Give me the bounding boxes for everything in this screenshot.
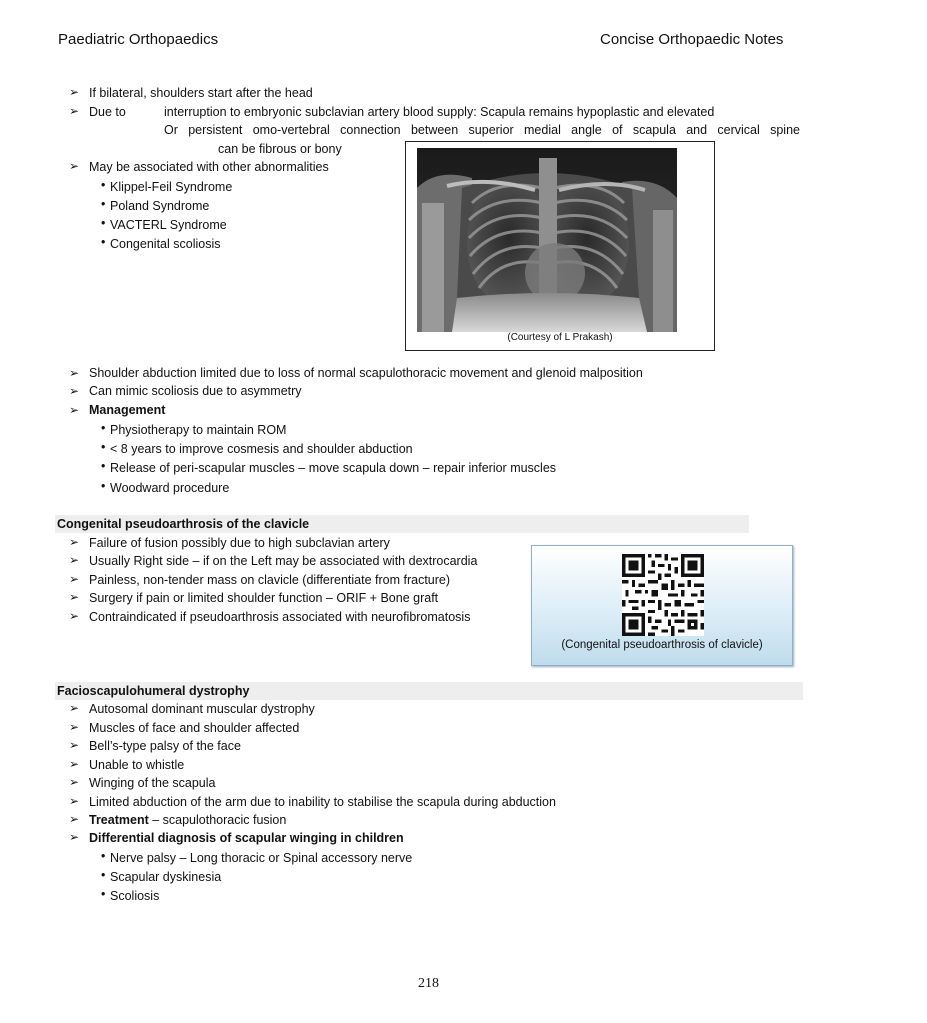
differential-item: Scapular dyskinesia (110, 870, 222, 884)
dot-bullet-icon: • (101, 849, 106, 863)
arrow-bullet-icon: ➢ (69, 830, 80, 844)
arrow-bullet-icon: ➢ (69, 757, 80, 771)
due-to-label: Due to (89, 105, 126, 119)
arrow-bullet-icon: ➢ (69, 812, 80, 826)
fsh-item: Bell’s-type palsy of the face (89, 739, 241, 753)
fsh-item: Limited abduction of the arm due to inability to stabilise the scapula during abduction (89, 795, 556, 809)
fsh-item: Muscles of face and shoulder affected (89, 721, 300, 735)
arrow-bullet-icon: ➢ (69, 366, 80, 380)
arrow-bullet-icon: ➢ (69, 572, 80, 586)
treatment-label: Treatment (89, 813, 149, 827)
arrow-bullet-icon: ➢ (69, 403, 80, 417)
arrow-bullet-icon: ➢ (69, 384, 80, 398)
arrow-bullet-icon: ➢ (69, 738, 80, 752)
management-item: Physiotherapy to maintain ROM (110, 423, 287, 437)
arrow-bullet-icon: ➢ (69, 104, 80, 118)
page-number: 218 (418, 976, 439, 991)
fsh-item: Unable to whistle (89, 758, 185, 772)
chest-xray-image (417, 148, 677, 332)
fsh-section-heading: Facioscapulohumeral dystrophy (55, 682, 803, 700)
differential-item: Scoliosis (110, 889, 160, 903)
management-item: < 8 years to improve cosmesis and shoulder abduction (110, 442, 413, 456)
xray-caption: (Courtesy of L Prakash) (507, 332, 613, 343)
dot-bullet-icon: • (101, 178, 106, 192)
management-item: Woodward procedure (110, 481, 230, 495)
associated-text: May be associated with other abnormalities (89, 160, 329, 174)
arrow-bullet-icon: ➢ (69, 701, 80, 715)
arrow-bullet-icon: ➢ (69, 553, 80, 567)
clavicle-item: Usually Right side – if on the Left may be associated with dextrocardia (89, 554, 478, 568)
dot-bullet-icon: • (101, 440, 106, 454)
fsh-item: Autosomal dominant muscular dystrophy (89, 702, 315, 716)
arrow-bullet-icon: ➢ (69, 535, 80, 549)
arrow-bullet-icon: ➢ (69, 590, 80, 604)
associated-item: Klippel-Feil Syndrome (110, 180, 233, 194)
abduction-text: Shoulder abduction limited due to loss of normal scapulothoracic movement and glenoid malposition (89, 366, 643, 380)
dot-bullet-icon: • (101, 459, 106, 473)
qr-code-icon[interactable] (622, 554, 704, 636)
dot-bullet-icon: • (101, 868, 106, 882)
due-to-line-3: can be fibrous or bony (218, 142, 342, 156)
running-header-left: Paediatric Orthopaedics (58, 31, 219, 48)
qr-code-panel[interactable] (531, 545, 793, 666)
differential-item: Nerve palsy – Long thoracic or Spinal accessory nerve (110, 851, 413, 865)
arrow-bullet-icon: ➢ (69, 720, 80, 734)
clavicle-section-heading: Congenital pseudoarthrosis of the clavicle (55, 515, 749, 533)
clavicle-item: Painless, non-tender mass on clavicle (differentiate from fracture) (89, 573, 451, 587)
qr-caption: (Congenital pseudoarthrosis of clavicle) (561, 639, 763, 651)
treatment-line (89, 811, 286, 829)
xray-figure (405, 141, 715, 351)
clavicle-item: Contraindicated if pseudoarthrosis associated with neurofibromatosis (89, 610, 471, 624)
arrow-bullet-icon: ➢ (69, 159, 80, 173)
management-heading: Management (89, 403, 166, 417)
dot-bullet-icon: • (101, 887, 106, 901)
fsh-item: Winging of the scapula (89, 776, 216, 790)
arrow-bullet-icon: ➢ (69, 609, 80, 623)
running-header-right: Concise Orthopaedic Notes (600, 31, 784, 48)
arrow-bullet-icon: ➢ (69, 775, 80, 789)
associated-item: Poland Syndrome (110, 199, 210, 213)
clavicle-item: Surgery if pain or limited shoulder function – ORIF + Bone graft (89, 591, 439, 605)
arrow-bullet-icon: ➢ (69, 794, 80, 808)
dot-bullet-icon: • (101, 235, 106, 249)
arrow-bullet-icon: ➢ (69, 85, 80, 99)
dot-bullet-icon: • (101, 216, 106, 230)
associated-item: Congenital scoliosis (110, 237, 221, 251)
dot-bullet-icon: • (101, 197, 106, 211)
bilateral-text: If bilateral, shoulders start after the head (89, 86, 313, 100)
treatment-text: – scapulothoracic fusion (148, 813, 287, 827)
associated-item: VACTERL Syndrome (110, 218, 227, 232)
due-to-line-2: Or persistent omo-vertebral connection between superior medial angle of scapula and cervical spine (164, 123, 800, 137)
clavicle-item: Failure of fusion possibly due to high subclavian artery (89, 536, 390, 550)
dot-bullet-icon: • (101, 479, 106, 493)
management-item: Release of peri-scapular muscles – move scapula down – repair inferior muscles (110, 461, 557, 475)
mimic-text: Can mimic scoliosis due to asymmetry (89, 384, 302, 398)
due-to-line-1: interruption to embryonic subclavian artery blood supply: Scapula remains hypoplastic and elevated (164, 105, 715, 119)
differential-heading: Differential diagnosis of scapular winging in children (89, 831, 404, 845)
dot-bullet-icon: • (101, 421, 106, 435)
